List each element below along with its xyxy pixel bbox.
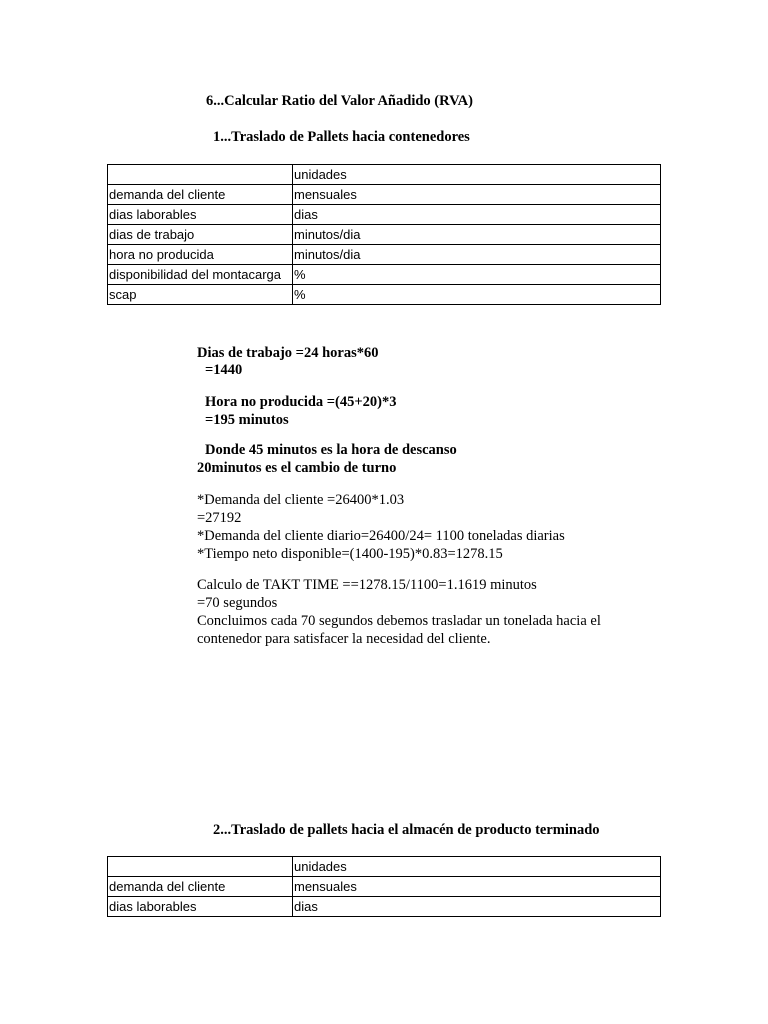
table-cell: dias laborables bbox=[108, 897, 293, 917]
table-cell: demanda del cliente bbox=[108, 877, 293, 897]
table-cell: % bbox=[293, 285, 661, 305]
calc-line: *Demanda del cliente =26400*1.03 bbox=[197, 492, 405, 508]
table-cell: unidades bbox=[293, 857, 661, 877]
table-cell: minutos/dia bbox=[293, 245, 661, 265]
section1-heading: 1...Traslado de Pallets hacia contenedores bbox=[213, 129, 470, 145]
table-cell: unidades bbox=[293, 165, 661, 185]
calc-line: =1440 bbox=[205, 362, 243, 378]
table-cell: mensuales bbox=[293, 877, 661, 897]
section1-table bbox=[107, 164, 661, 305]
calc-line: Donde 45 minutos es la hora de descanso bbox=[205, 442, 457, 458]
table-cell: disponibilidad del montacarga bbox=[108, 265, 293, 285]
calc-line: Dias de trabajo =24 horas*60 bbox=[197, 345, 379, 361]
table-cell: dias laborables bbox=[108, 205, 293, 225]
table-row bbox=[108, 877, 661, 897]
table-row bbox=[108, 185, 661, 205]
takt-line: contenedor para satisfacer la necesidad del cliente. bbox=[197, 631, 491, 647]
table-cell: minutos/dia bbox=[293, 225, 661, 245]
takt-line: =70 segundos bbox=[197, 595, 278, 611]
table-row bbox=[108, 225, 661, 245]
table-cell: dias bbox=[293, 205, 661, 225]
calc-line: *Demanda del cliente diario=26400/24= 1100 toneladas diarias bbox=[197, 528, 565, 544]
calc-line: Hora no producida =(45+20)*3 bbox=[205, 394, 397, 410]
table-cell: dias de trabajo bbox=[108, 225, 293, 245]
takt-line: Concluimos cada 70 segundos debemos trasladar un tonelada hacia el bbox=[197, 613, 601, 629]
table-row bbox=[108, 165, 661, 185]
calc-line: *Tiempo neto disponible=(1400-195)*0.83=1278.15 bbox=[197, 546, 503, 562]
calc-line: =27192 bbox=[197, 510, 242, 526]
table-cell: % bbox=[293, 265, 661, 285]
table-cell: mensuales bbox=[293, 185, 661, 205]
takt-line: Calculo de TAKT TIME ==1278.15/1100=1.1619 minutos bbox=[197, 577, 537, 593]
table-row bbox=[108, 245, 661, 265]
calc-line: 20minutos es el cambio de turno bbox=[197, 460, 397, 476]
table-cell: hora no producida bbox=[108, 245, 293, 265]
table-row bbox=[108, 205, 661, 225]
section2-table bbox=[107, 856, 661, 917]
table-cell bbox=[108, 857, 293, 877]
page-title: 6...Calcular Ratio del Valor Añadido (RVA) bbox=[206, 93, 473, 109]
table-cell: demanda del cliente bbox=[108, 185, 293, 205]
table-row bbox=[108, 857, 661, 877]
table-cell: scap bbox=[108, 285, 293, 305]
table-cell bbox=[108, 165, 293, 185]
section2-heading: 2...Traslado de pallets hacia el almacén de producto terminado bbox=[213, 822, 600, 838]
table-row bbox=[108, 265, 661, 285]
calc-line: =195 minutos bbox=[205, 412, 289, 428]
table-row bbox=[108, 897, 661, 917]
table-cell: dias bbox=[293, 897, 661, 917]
table-row bbox=[108, 285, 661, 305]
